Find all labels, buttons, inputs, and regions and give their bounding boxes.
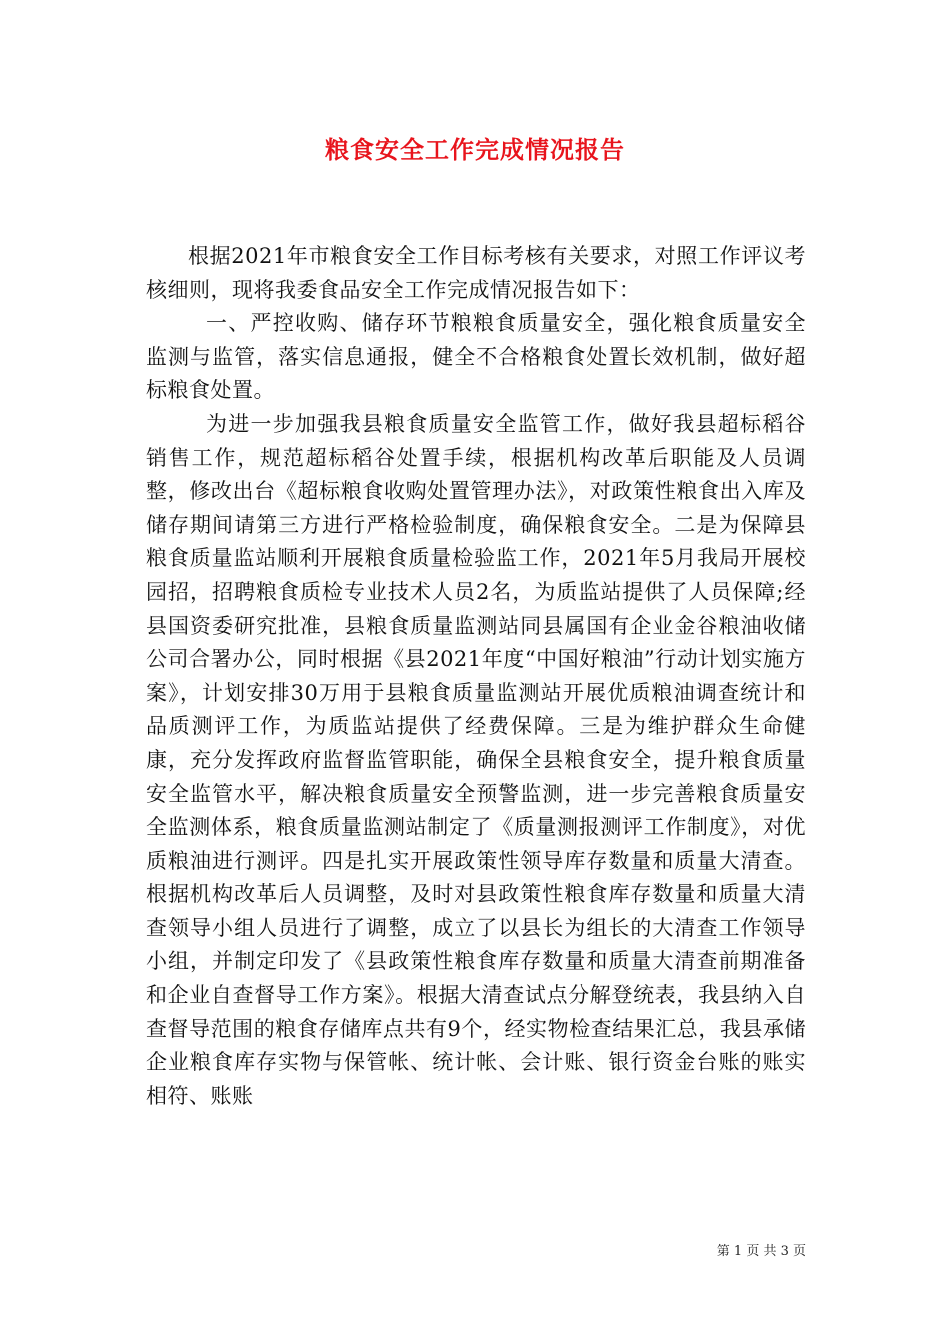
page-number-footer: 第 1 页 共 3 页 — [716, 1244, 806, 1259]
paragraph-intro: 根据2021年市粮食安全工作目标考核有关要求，对照工作评议考核细则，现将我委食品安全工作完成情况报告如下： — [146, 244, 806, 302]
paragraph-section-one: 一、严控收购、储存环节粮粮食质量安全，强化粮食质量安全监测与监管，落实信息通报，健全不合格粮食处置长效机制，做好超标粮食处置。 — [146, 311, 806, 403]
document-body — [146, 240, 806, 1113]
document-title: 粮食安全工作完成情况报告 — [325, 135, 625, 164]
paragraph-details: 为进一步加强我县粮食质量安全监管工作，做好我县超标稻谷销售工作，规范超标稻谷处置手续，根据机构改革后职能及人员调整，修改出台《超标粮食收购处置管理办法》，对政策性粮食出入库及储存期间请第三方进行严格检验制度，确保粮食安全。二是为保障县粮食质量监站顺利开展粮食质量检验监工作，2021年5月我局开展校园招，招聘粮食质检专业技术人员2名，为质监站提供了人员保障;经县国资委研究批准，县粮食质量监测站同县属国有企业金谷粮油收储公司合署办公，同时根据《县2021年度“中国好粮油”行动计划实施方案》，计划安排30万用于县粮食质量监测站开展优质粮油调查统计和品质测评工作，为质监站提供了经费保障。三是为维护群众生命健康，充分发挥政府监督监管职能，确保全县粮食安全，提升粮食质量安全监管水平，解决粮食质量安全预警监测，进一步完善粮食质量安全监测体系，粮食质量监测站制定了《质量测报测评工作制度》，对优质粮油进行测评。四是扎实开展政策性领导库存数量和质量大清查。根据机构改革后人员调整，及时对县政策性粮食库存数量和质量大清查领导小组人员进行了调整，成立了以县长为组长的大清查工作领导小组，并制定印发了《县政策性粮食库存数量和质量大清查前期准备和企业自查督导工作方案》。根据大清查试点分解登统表，我县纳入自查督导范围的粮食存储库点共有9个，经实物检查结果汇总，我县承储企业粮食库存实物与保管帐、统计帐、会计账、银行资金台账的账实相符、账账 — [146, 411, 806, 1108]
